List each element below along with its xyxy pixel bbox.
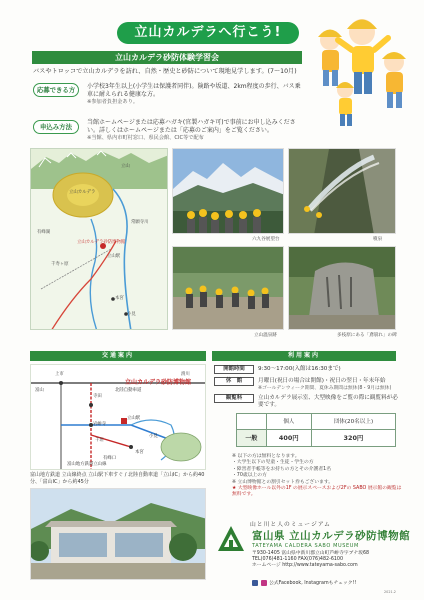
museum-web-link[interactable]: ホームページ http://www.tateyama-sabo.com [252,563,358,569]
info-heading: 利用案内 [212,351,396,361]
social-links [252,579,356,586]
photo-hot-spring-ruins [172,246,284,330]
fee-note-1: ※ 以下の方は無料となります。 [232,454,300,459]
fee-note-3: ・障害者手帳等をお持ちの方とその介護者1名 [232,466,331,472]
application-label: 申込み方法 [33,120,79,134]
fee-individual: 400円 [266,429,311,446]
access-label-ariminaguchi: 有峰口 [103,456,117,461]
museum-address: 〒930-1405 富山県中新川郡立山町芦峅寺字ブナ坂68 [252,551,370,556]
map-label-museum: 立山カルデラ砂防博物館 [77,240,126,245]
fee-group: 320円 [311,429,395,446]
map-label-caldera: 立山カルデラ [69,190,96,195]
museum-name: 富山県 立山カルデラ砂防博物館 [252,530,411,542]
fee-notes [232,454,402,499]
fee-row-label: 一般 [237,429,267,446]
access-museum-tag: 立山カルデラ砂防博物館 [125,379,192,386]
fee-header-individual: 個人 [266,414,311,430]
fee-note-6: ★ 大型映像ホール以外の1F の展示スペースおよび2Fの SABO 展示館の観覧は無料です。 [232,486,402,498]
access-label-toyama: 富山 [35,388,44,393]
access-label-namerikawa: 滑川 [181,372,190,377]
map-label-station: 立山駅 [107,254,121,259]
map-label-tateyama: 立山 [121,164,130,169]
fee-table-header-row [237,414,396,430]
map-label-senjugahara: 千寿ヶ原 [51,262,69,267]
map-label-arimine: 有峰湖 [37,230,51,235]
access-heading: 交通案内 [30,351,206,361]
access-label-hongu: 本宮 [135,450,144,455]
application-text [87,119,303,143]
closed-note: ※ゴールデンウィーク期間、夏休み期間は無休(8・9月は無休) [258,386,392,391]
access-label-expressway: 北陸自動車道 [115,388,142,393]
hours-value: 9:30～17:00(入館は16:30まで) [258,366,341,372]
photo-caption-2: 噴泉 [373,237,383,242]
hours-key: 開館時間 [214,365,254,374]
map-label-omi: 小見 [127,312,136,317]
fee-value: 立山カルデラ展示室、大型映像をご覧の際に観覧料が必要です。 [258,395,398,408]
museum-logo-icon [216,524,246,554]
access-label-railway: 富山地方鉄道立山線 [67,462,107,467]
access-label-terada: 寺田 [93,394,102,399]
access-label-omi: 小見 [149,434,158,439]
access-label-tateyama-station: 立山駅 [127,416,141,421]
children-illustration [300,10,412,135]
fee-note-5: ※ 立山博物館との割引セット券もございます。 [232,479,334,485]
closed-days: 月曜日(祝日の場合は開館)・祝日の翌日・年末年始 [258,378,386,384]
social-text: 公式Facebook, Instagramもチェック!! [269,581,357,586]
instagram-icon[interactable] [261,580,267,586]
access-label-chigaki: 千垣 [95,438,104,443]
access-map [30,364,206,470]
fee-table-row [237,429,396,446]
map-label-hongu: 本宮 [115,296,124,301]
fee-header-group: 団体(20名以上) [311,414,395,430]
fee-table [236,413,396,447]
closed-key: 休 館 [214,377,254,386]
access-directions: 富山地方鉄道 立山線終点 立山駅下車すぐ / 北陸自動車道「立山IC」から約40分、「富山IC」から約45分 [30,472,205,485]
access-label-iwakuraji: 岩峅寺 [93,422,107,427]
eligibility-label: 応募できる方 [33,83,79,97]
fee-key: 観覧料 [214,394,254,403]
eligibility-note: ※参加者負担金あり。 [87,99,139,106]
fee-corner-cell [237,414,267,430]
fee-note-2: ・大学生以下の児童・生徒・学生の方 [232,460,314,466]
print-code: 2021.2 [384,590,396,594]
application-note: ※当館、県内市町村窓口、県民会館、CIC等で配布 [87,135,204,142]
museum-phone: TEL(076)481-1160 FAX(076)482-6100 [252,557,344,563]
map-label-river: 常願寺川 [131,220,149,225]
fee-note-4: ・70歳以上の方 [232,473,267,479]
photo-caption-4: 多枝原にある「鳶崩れ」の碑 [337,333,397,338]
museum-name-en: TATEYAMA CALDERA SABO MUSEUM [252,543,359,549]
photo-mountain-view [172,148,284,234]
page-title: 立山カルデラへ行こう! [117,22,299,44]
photo-water-spray [288,148,396,234]
closed-value [258,378,398,392]
area-map [30,148,168,330]
photo-caption-3: 立山温泉跡 [254,333,277,338]
access-label-kamiichi: 上市 [55,372,64,377]
photo-caption-1: 六九谷展望台 [252,237,280,242]
museum-building-photo [30,488,206,580]
museum-tagline: 山と川と人のミュージアム [250,522,331,528]
facebook-icon[interactable] [252,580,258,586]
museum-contact [252,551,402,570]
photo-memorial-stone [288,246,396,330]
application-body: 当館ホームページまたは応募ハガキ(官製ハガキ可)で事前にお申し込みください。詳しくはホームページまたは「応募のご案内」をご覧ください。 [87,119,296,134]
program-intro: バスやトロッコで立山カルデラを訪れ、自然・歴史と砂防について現地見学します。(7～10月) [33,68,297,75]
eligibility-body: 小学校3年生以上(小学生は保護者同伴)。険路や坂道、2km程度の歩行、バス乗車に耐えられる健康な方。 [87,83,301,98]
program-heading: 立山カルデラ砂防体験学習会 [32,51,302,64]
eligibility-text [87,83,303,107]
